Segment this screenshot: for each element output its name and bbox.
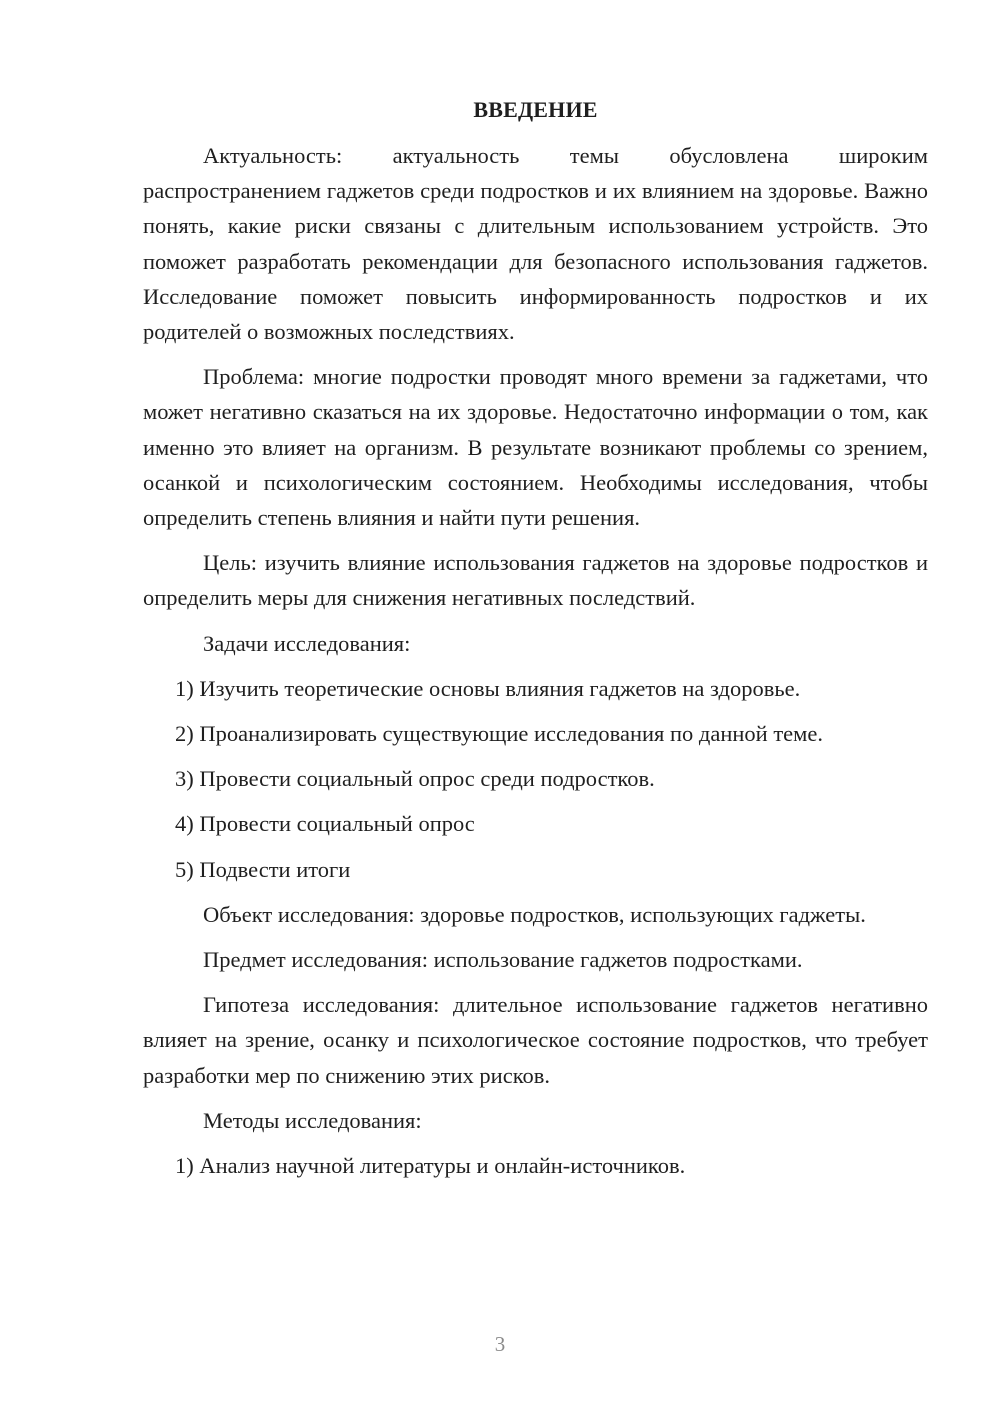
page-title: ВВЕДЕНИЕ xyxy=(473,97,598,122)
page-number: 3 xyxy=(494,1332,506,1356)
task-item-1: 1) Изучить теоретические основы влияния гаджетов на здоровье. xyxy=(175,675,801,701)
task-item-2: 2) Проанализировать существующие исследования по данной теме. xyxy=(175,721,824,747)
method-item-1: 1) Анализ научной литературы и онлайн-источников. xyxy=(175,1153,686,1179)
tasks-heading: Задачи исследования: xyxy=(203,630,411,656)
object-paragraph: Объект исследования: здоровье подростков, использующих гаджеты. xyxy=(203,901,866,927)
methods-heading: Методы исследования: xyxy=(203,1107,422,1133)
goal-paragraph: Цель: изучить влияние использования гаджетов на здоровье подростков и определить меры для снижения негативных последствий. xyxy=(143,550,928,611)
methods-list xyxy=(143,1148,928,1183)
problem-paragraph: Проблема: многие подростки проводят много времени за гаджетами, что может негативно сказаться на их здоровье. Недостаточно информации о том, как именно это влияет на организм. В результате возникают проблемы со зрением, осанкой и психологическим состоянием. Необходимы исследования, чтобы определить степень влияния и найти пути решения. xyxy=(143,364,928,531)
hypothesis-paragraph: Гипотеза исследования: длительное использование гаджетов негативно влияет на зрение, осанку и психологическое состояние подростков, что требует разработки мер по снижению этих рисков. xyxy=(143,992,928,1088)
task-item-5: 5) Подвести итоги xyxy=(175,856,351,882)
relevance-paragraph: Актуальность: актуальность темы обусловлена широким распространением гаджетов среди подростков и их влиянием на здоровье. Важно понять, какие риски связаны с длительным использованием устройств. Это поможет разработать рекомендации для безопасного использования гаджетов. Исследование поможет повысить информированность подростков и их родителей о возможных последствиях. xyxy=(143,143,928,345)
task-item-4: 4) Провести социальный опрос xyxy=(175,811,475,837)
subject-paragraph: Предмет исследования: использование гаджетов подростками. xyxy=(203,947,803,973)
tasks-list xyxy=(143,671,928,887)
document-body xyxy=(143,92,928,1193)
task-item-3: 3) Провести социальный опрос среди подростков. xyxy=(175,766,655,792)
